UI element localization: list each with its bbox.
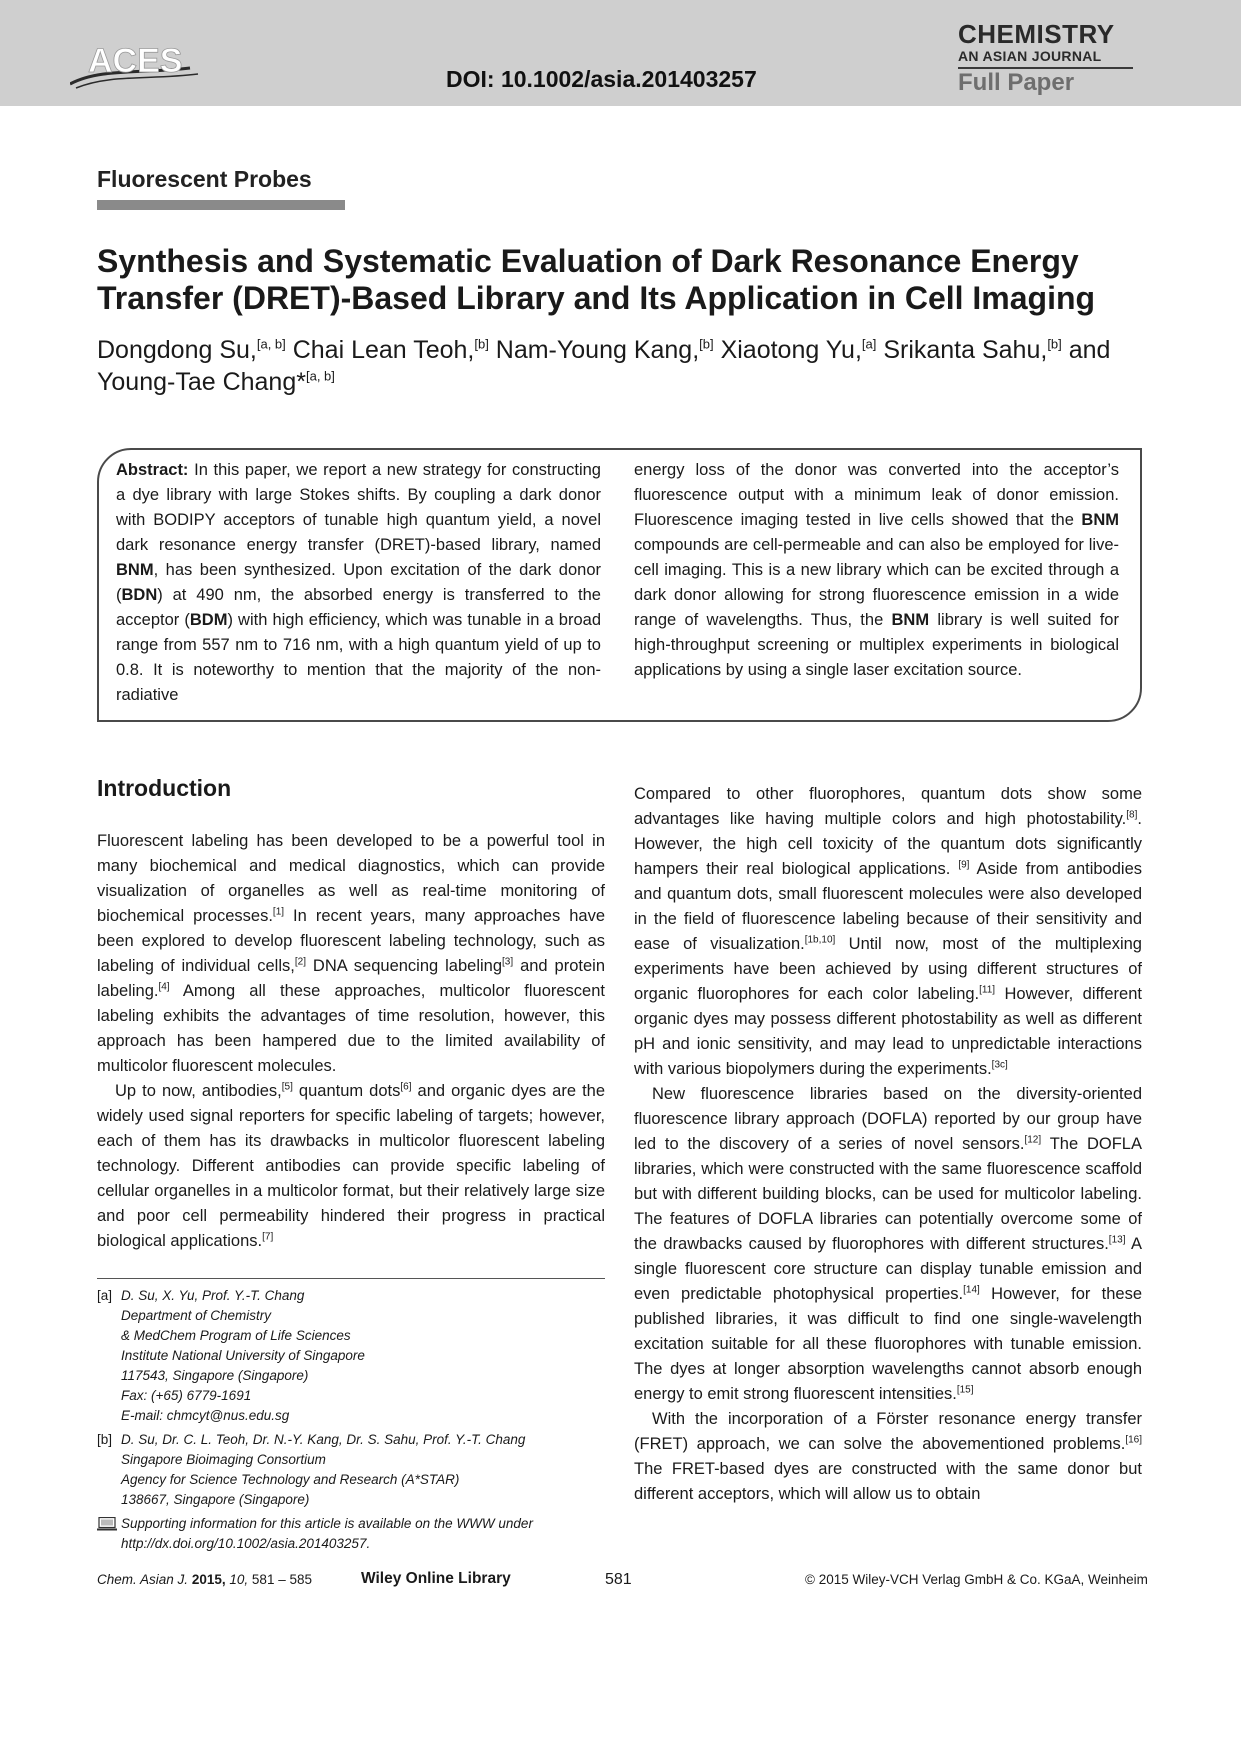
- supporting-info-note: [97, 1514, 605, 1554]
- abstract-left-column: [116, 458, 601, 708]
- introduction-heading: Introduction: [97, 775, 232, 801]
- journal-subtitle: AN ASIAN JOURNAL: [958, 48, 1102, 64]
- section-label: Fluorescent Probes: [97, 166, 312, 192]
- aces-logo-text: ACES: [88, 42, 183, 80]
- abstract-text: energy loss of the donor was converted into the acceptor’s fluorescence output with a minimum leak of donor emission. Fluorescence imaging tested in live cells showed that the: [634, 461, 1119, 529]
- compound-name: BNM: [1081, 511, 1119, 529]
- body-text: However, different organic dyes may possess different photostability as well as different pH and ionic sensitivity, and may lead to unpredictable interactions with various biopolymers during the experiments.: [634, 985, 1142, 1078]
- citation-ref[interactable]: [5]: [281, 1081, 293, 1093]
- footnote-rule: [97, 1278, 605, 1279]
- paragraph: [97, 1079, 605, 1254]
- body-text: Among all these approaches, multicolor fluorescent labeling exhibits the advantages of time resolution, however, this approach has been hampered due to the limited availability of multicolor fluorescent molecules.: [97, 982, 605, 1075]
- body-text: However, for these published libraries, it was difficult to find one single-wavelength excitation suitable for all these fluorophores with tunable emission. The dyes at longer absorption wavelengths cannot absorb enough energy to emit strong fluorescent intensities.: [634, 1285, 1143, 1403]
- affiliation-marker: [b]: [1047, 336, 1062, 352]
- body-text: In recent years, many approaches have been explored to develop fluorescent labeling technology, such as labeling of individual cells,: [97, 907, 605, 975]
- citation-ref[interactable]: [11]: [979, 984, 996, 996]
- abstract-label: Abstract:: [116, 461, 189, 479]
- author-name: Nam-Young Kang,: [488, 336, 700, 364]
- author-name: Srikanta Sahu,: [876, 336, 1048, 364]
- paragraph: [97, 829, 605, 1079]
- body-text: and protein labeling.: [97, 957, 606, 1000]
- compound-name: BDM: [189, 611, 228, 629]
- paragraph: [634, 1407, 1142, 1507]
- footnote-line: D. Su, Dr. C. L. Teoh, Dr. N.-Y. Kang, Dr. S. Sahu, Prof. Y.-T. Chang: [121, 1432, 526, 1447]
- compound-name: BNM: [891, 611, 930, 629]
- citation-ref[interactable]: [15]: [956, 1384, 974, 1396]
- footnote-tag: [a]: [97, 1288, 113, 1303]
- footnote-tag: [b]: [97, 1432, 113, 1447]
- citation-ref[interactable]: [3]: [502, 956, 514, 968]
- abstract-right-column: [634, 458, 1119, 683]
- footnote-line: 117543, Singapore (Singapore): [121, 1368, 309, 1383]
- compound-name: BDN: [121, 586, 158, 604]
- journal-masthead: [958, 20, 1133, 97]
- author-name: Dongdong Su,: [97, 336, 257, 364]
- footnote-body: [121, 1286, 605, 1426]
- journal-name: CHEMISTRY: [958, 19, 1115, 49]
- affiliation-marker: [a]: [861, 336, 877, 352]
- footnote-line: Institute National University of Singapore: [121, 1348, 365, 1363]
- body-text: New fluorescence libraries based on the diversity-oriented fluorescence library approach (DOFLA) reported by our group have led to the discovery of a series of novel sensors.: [634, 1085, 1142, 1153]
- citation-ref[interactable]: [8]: [1126, 809, 1138, 821]
- article-type: Full Paper: [958, 69, 1075, 96]
- body-text: quantum dots: [292, 1082, 401, 1100]
- footer-year: 2015,: [191, 1572, 226, 1587]
- abstract-text: compounds are cell-permeable and can also be employed for live-cell imaging. This is a new library which can be excited through a dark donor allowing for strong fluorescence emission in a wide range of wavelengths. Thus, the: [634, 536, 1119, 629]
- footer-citation: [97, 1572, 312, 1587]
- paragraph: [634, 782, 1142, 1082]
- footer-pages: 581 – 585: [251, 1572, 312, 1587]
- body-text: . However, the high cell toxicity of the quantum dots significantly hampers their real biological applications.: [634, 810, 1142, 878]
- copyright: © 2015 Wiley-VCH Verlag GmbH & Co. KGaA, Weinheim: [805, 1572, 1148, 1587]
- body-left-column: [97, 829, 605, 1254]
- footnote-line: Agency for Science Technology and Research (A*STAR): [121, 1472, 460, 1487]
- citation-ref[interactable]: [12]: [1024, 1134, 1042, 1146]
- footnote-affiliation-a: [97, 1286, 605, 1426]
- citation-ref[interactable]: [6]: [400, 1081, 412, 1093]
- footnote-line: Supporting information for this article is available on the WWW under: [121, 1516, 533, 1531]
- footer-journal: Chem. Asian J.: [97, 1572, 189, 1587]
- footnote-line: Department of Chemistry: [121, 1308, 272, 1323]
- section-bar: [97, 200, 345, 210]
- citation-ref[interactable]: [2]: [294, 956, 306, 968]
- computer-icon: [97, 1517, 117, 1531]
- affiliation-marker: [a, b]: [305, 368, 335, 384]
- footnote-line: & MedChem Program of Life Sciences: [121, 1328, 351, 1343]
- wiley-online-library-logo[interactable]: Wiley Online Library: [361, 1570, 511, 1587]
- citation-ref[interactable]: [13]: [1108, 1234, 1126, 1246]
- body-text: A single fluorescent core structure can display tunable emission and even predictable photophysical properties.: [634, 1235, 1142, 1303]
- footnote-line: 138667, Singapore (Singapore): [121, 1492, 310, 1507]
- affiliation-marker: [b]: [474, 336, 489, 352]
- body-text: The DOFLA libraries, which were constructed with the same fluorescence scaffold but with different building blocks, can be used for multicolor labeling. The features of DOFLA libraries can potentially overcome some of the drawbacks caused by fluorophores with different structures.: [634, 1135, 1142, 1253]
- citation-ref[interactable]: [3c]: [991, 1059, 1008, 1071]
- body-text: Fluorescent labeling has been developed to be a powerful tool in many biochemical and medical diagnostics, which can provide visualization of organelles as well as real-time monitoring of biochemical processes.: [97, 832, 605, 925]
- supporting-info-text[interactable]: [121, 1514, 605, 1554]
- footnote-line: http://dx.doi.org/10.1002/asia.201403257.: [121, 1536, 371, 1551]
- body-text: Compared to other fluorophores, quantum dots show some advantages like having multiple colors and high photostability.: [634, 785, 1142, 828]
- footnote-line: Singapore Bioimaging Consortium: [121, 1452, 326, 1467]
- citation-ref[interactable]: [7]: [262, 1231, 274, 1243]
- footnote-line: Fax: (+65) 6779-1691: [121, 1388, 252, 1403]
- abstract-text: ) at 490 nm, the absorbed energy is transferred to the acceptor (: [116, 586, 601, 629]
- body-text: Aside from antibodies and quantum dots, small fluorescent molecules were also developed in the field of fluorescence labeling because of their sensitivity and ease of visualization.: [634, 860, 1143, 953]
- footnote-body: [121, 1430, 605, 1510]
- citation-ref[interactable]: [9]: [958, 859, 970, 871]
- author-name: Xiaotong Yu,: [713, 336, 862, 364]
- body-text: With the incorporation of a Förster resonance energy transfer (FRET) approach, we can solve the abovementioned problems.: [634, 1410, 1142, 1453]
- body-right-column: [634, 782, 1142, 1507]
- footnote-line: E-mail: chmcyt@nus.edu.sg: [121, 1408, 290, 1423]
- author-name: Chai Lean Teoh,: [285, 336, 475, 364]
- body-text: Until now, most of the multiplexing experiments have been achieved by using different structures of organic fluorophores for each color labeling.: [634, 935, 1142, 1003]
- author-list: [97, 334, 1157, 398]
- doi[interactable]: DOI: 10.1002/asia.201403257: [446, 66, 757, 92]
- paragraph: [634, 1082, 1142, 1407]
- affiliation-marker: [a, b]: [256, 336, 286, 352]
- paper-title: Synthesis and Systematic Evaluation of Dark Resonance Energy Transfer (DRET)-Based Library and Its Application in Cell Imaging: [97, 243, 1096, 316]
- abstract-text: In this paper, we report a new strategy for constructing a dye library with large Stokes shifts. By coupling a dark donor with BODIPY acceptors of tunable high quantum yield, a novel dark resonance energy transfer (DRET)-based library, named: [116, 461, 601, 554]
- citation-ref[interactable]: [1]: [272, 906, 285, 918]
- footnote-affiliation-b: [97, 1430, 605, 1510]
- compound-name: BNM: [116, 561, 154, 579]
- citation-ref[interactable]: [16]: [1125, 1434, 1142, 1446]
- page-number: 581: [605, 1571, 632, 1588]
- body-text: and organic dyes are the widely used signal reporters for specific labeling of targets; however, each of them has its drawbacks in multicolor fluorescent labeling technology. Different antibodies can provide specific labeling of cellular organelles in a multicolor format, but their relatively large size and poor cell permeability hindered their progress in practical biological applications.: [97, 1082, 606, 1250]
- affiliation-marker: [b]: [699, 336, 714, 352]
- aces-logo: [70, 38, 210, 94]
- abstract-text: library is well suited for high-throughput screening or multiplex experiments in biological applications by using a single laser excitation source.: [634, 611, 1119, 679]
- footer-volume: 10,: [229, 1572, 249, 1587]
- author-name: and Young-Tae Chang*: [97, 336, 1111, 396]
- body-text: DNA sequencing labeling: [305, 957, 503, 975]
- body-text: The FRET-based dyes are constructed with the same donor but different acceptors, which will allow us to obtain: [634, 1460, 1142, 1503]
- body-text: Up to now, antibodies,: [115, 1082, 282, 1100]
- abstract-text: , has been synthesized. Upon excitation of the dark donor (: [116, 561, 601, 604]
- citation-ref[interactable]: [4]: [158, 981, 170, 993]
- footnote-line: D. Su, X. Yu, Prof. Y.-T. Chang: [121, 1288, 305, 1303]
- abstract-text: ) with high efficiency, which was tunable in a broad range from 557 nm to 716 nm, with a high quantum yield of up to 0.8. It is noteworthy to mention that the majority of the non-radiative: [116, 611, 601, 704]
- citation-ref[interactable]: [1b,10]: [804, 934, 836, 946]
- citation-ref[interactable]: [14]: [963, 1284, 980, 1296]
